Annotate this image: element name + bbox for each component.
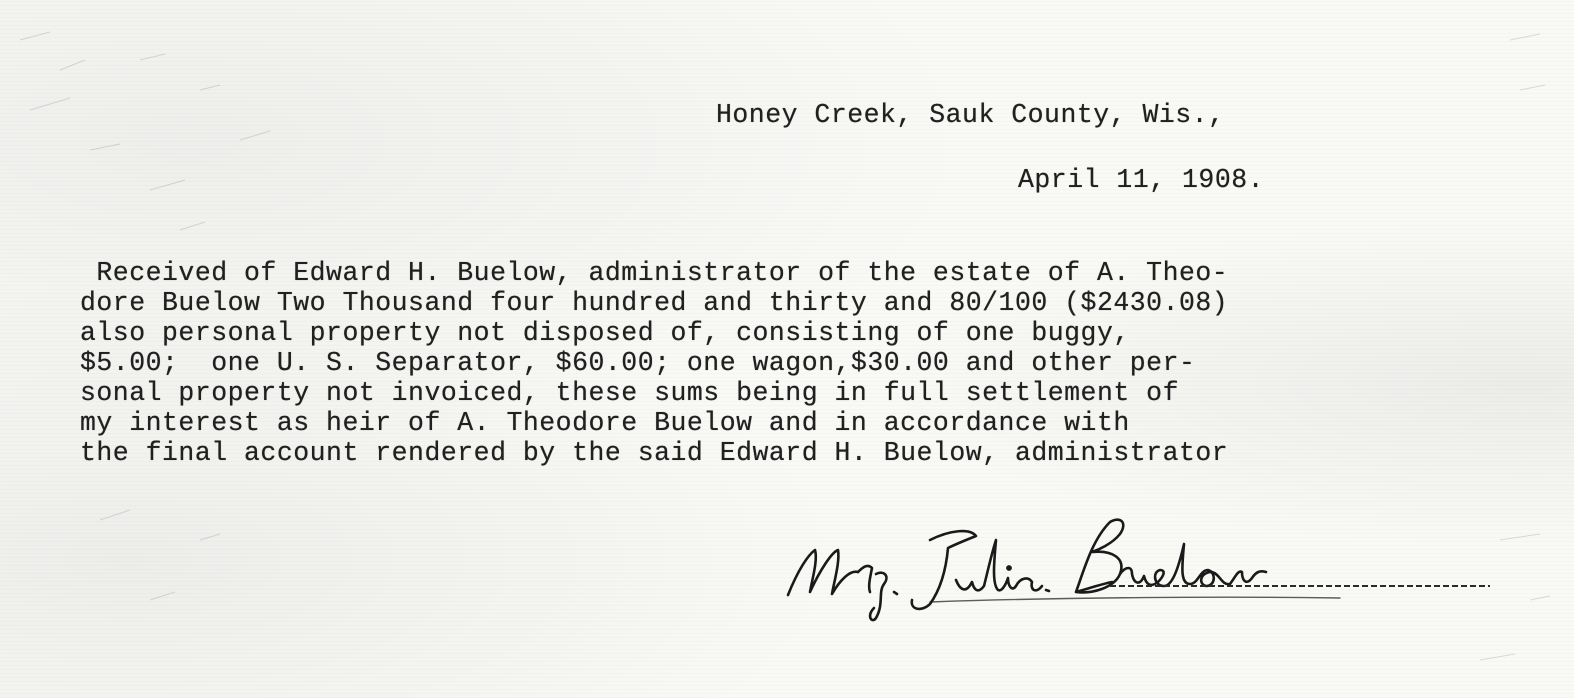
- body-line: sonal property not invoiced, these sums being in full settlement of: [80, 378, 1179, 408]
- body-line: Received of Edward H. Buelow, administrator of the estate of A. Theo-: [80, 258, 1229, 288]
- handwritten-signature: [780, 500, 1500, 630]
- receipt-body: [80, 258, 1228, 468]
- body-line: dore Buelow Two Thousand four hundred and thirty and 80/100 ($2430.08): [80, 288, 1229, 318]
- body-line: the final account rendered by the said Edward H. Buelow, administrator: [80, 438, 1229, 468]
- body-line: $5.00; one U. S. Separator, $60.00; one wagon,$30.00 and other per-: [80, 348, 1196, 378]
- body-line: also personal property not disposed of, consisting of one buggy,: [80, 318, 1130, 348]
- date-heading: April 11, 1908.: [1018, 165, 1265, 195]
- body-line: my interest as heir of A. Theodore Buelow and in accordance with: [80, 408, 1130, 438]
- place-heading: Honey Creek, Sauk County, Wis.,: [716, 100, 1225, 130]
